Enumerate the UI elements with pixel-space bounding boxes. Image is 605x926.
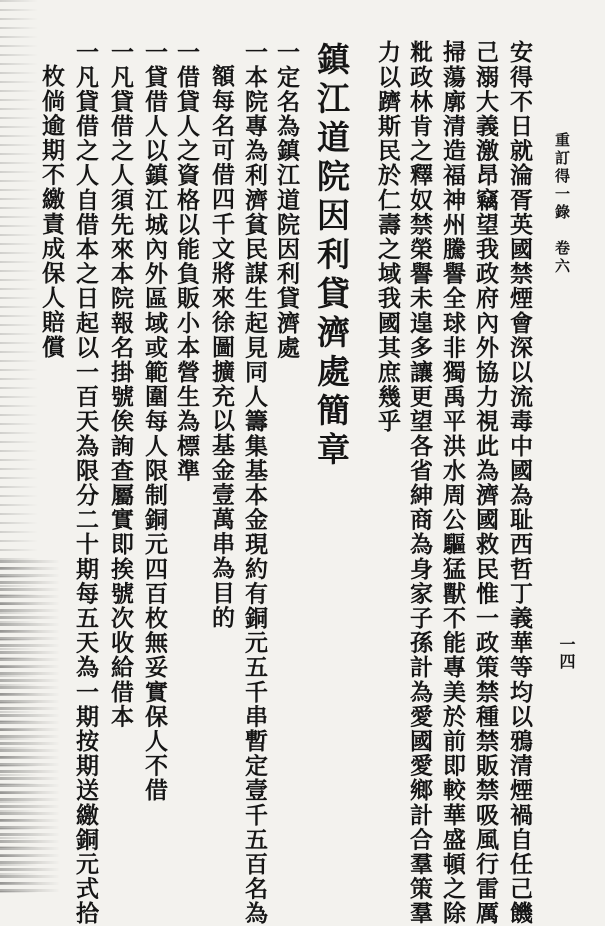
rule-item: 一借貸人之資格以能負販小本營生為標準 — [173, 40, 200, 483]
running-header-book-title: 重訂得一錄 卷六 — [553, 132, 571, 276]
rule-item-continuation: 枚倘逾期不繳責成保人賠償 — [38, 64, 65, 360]
body-text-column: 力以躋斯民於仁壽之域我國其庶幾乎 — [374, 40, 401, 434]
rule-item: 一貸借人以鎮江城內外區域或範圍每人限制銅元四百枚無妥實保人不借 — [141, 40, 168, 803]
body-text-column: 粃政林肯之釋奴禁榮譽未遑多讓更望各省紳商為身家子孫計為愛國愛鄉計合羣策羣 — [406, 40, 433, 926]
body-text-column: 掃蕩廓清造福神州騰譽全球非獨禹平洪水周公驅猛獸不能專美於前即較華盛頓之除 — [439, 40, 466, 926]
rule-item-continuation: 額每名可借四千文將來徐圖擴充以基金壹萬串為目的 — [208, 64, 235, 630]
rule-item: 一凡貸借之人須先來本院報名掛號俟詢查屬實即挨號次收給借本 — [107, 40, 134, 729]
body-text-column: 安得不日就淪胥英國禁煙會深以流毒中國為耻西哲丁義華等均以鴉清煙禍自任己饑 — [506, 40, 533, 926]
document-title: 鎮江道院因利貸濟處簡章 — [312, 42, 351, 471]
binding-edge-texture — [0, 560, 60, 894]
rule-item: 一定名為鎮江道院因利貸濟處 — [273, 40, 300, 360]
rule-item: 一本院專為利濟貧民謀生起見同人籌集基本金現約有銅元五千串暫定壹千五百名為 — [241, 40, 268, 926]
page-number: 一四 — [557, 636, 576, 670]
body-text-column: 己溺大義激昂竊望我政府內外協力視此為濟國救民惟一政策禁種禁販禁吸風行雷厲 — [472, 40, 499, 926]
rule-item: 一凡貸借之人自借本之日起以一百天為限分二十期每五天為一期按期送繳銅元式拾 — [72, 40, 99, 926]
